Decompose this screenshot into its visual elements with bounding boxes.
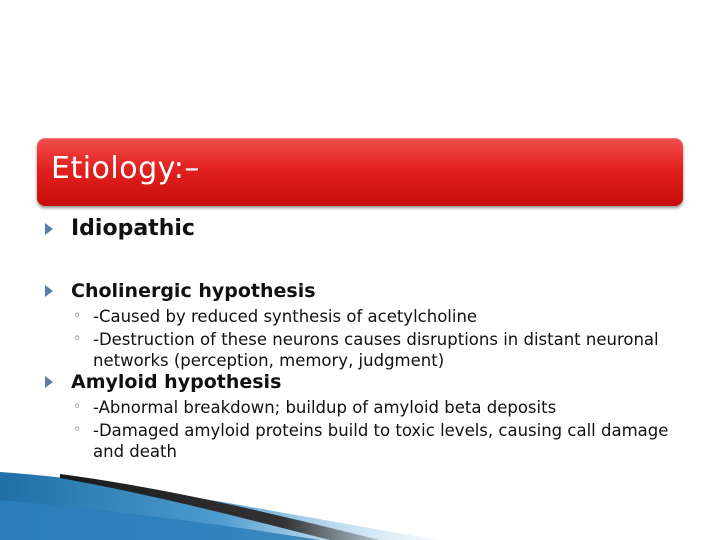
sub-bullet-text: -Caused by reduced synthesis of acetylcholine xyxy=(93,307,478,326)
ring-bullet-icon: ◦ xyxy=(73,331,82,347)
ring-bullet-icon: ◦ xyxy=(73,308,82,324)
bullet-cholinergic xyxy=(45,280,316,302)
triangle-bullet-icon xyxy=(45,285,53,297)
sub-bullet-text: -Damaged amyloid proteins build to toxic levels, causing call damage and death xyxy=(93,421,669,461)
triangle-bullet-icon xyxy=(45,223,53,235)
sub-bullet xyxy=(73,329,683,371)
bullet-label: Idiopathic xyxy=(71,216,195,241)
slide-title: Etiology:– xyxy=(51,151,200,186)
triangle-bullet-icon xyxy=(45,376,53,388)
bullet-label: Amyloid hypothesis xyxy=(71,371,282,393)
sub-bullet xyxy=(73,306,683,327)
bullet-amyloid xyxy=(45,371,281,393)
title-bar xyxy=(37,138,683,206)
sub-bullet-text: -Destruction of these neurons causes disruptions in distant neuronal networks (perception, memory, judgment) xyxy=(93,330,659,370)
sub-bullet xyxy=(73,397,683,418)
ring-bullet-icon: ◦ xyxy=(73,422,82,438)
bullet-idiopathic xyxy=(45,216,195,241)
corner-swoosh-decoration xyxy=(0,460,440,540)
sub-bullet-text: -Abnormal breakdown; buildup of amyloid beta deposits xyxy=(93,398,557,417)
ring-bullet-icon: ◦ xyxy=(73,399,82,415)
sub-bullet xyxy=(73,420,683,462)
bullet-label: Cholinergic hypothesis xyxy=(71,280,316,302)
